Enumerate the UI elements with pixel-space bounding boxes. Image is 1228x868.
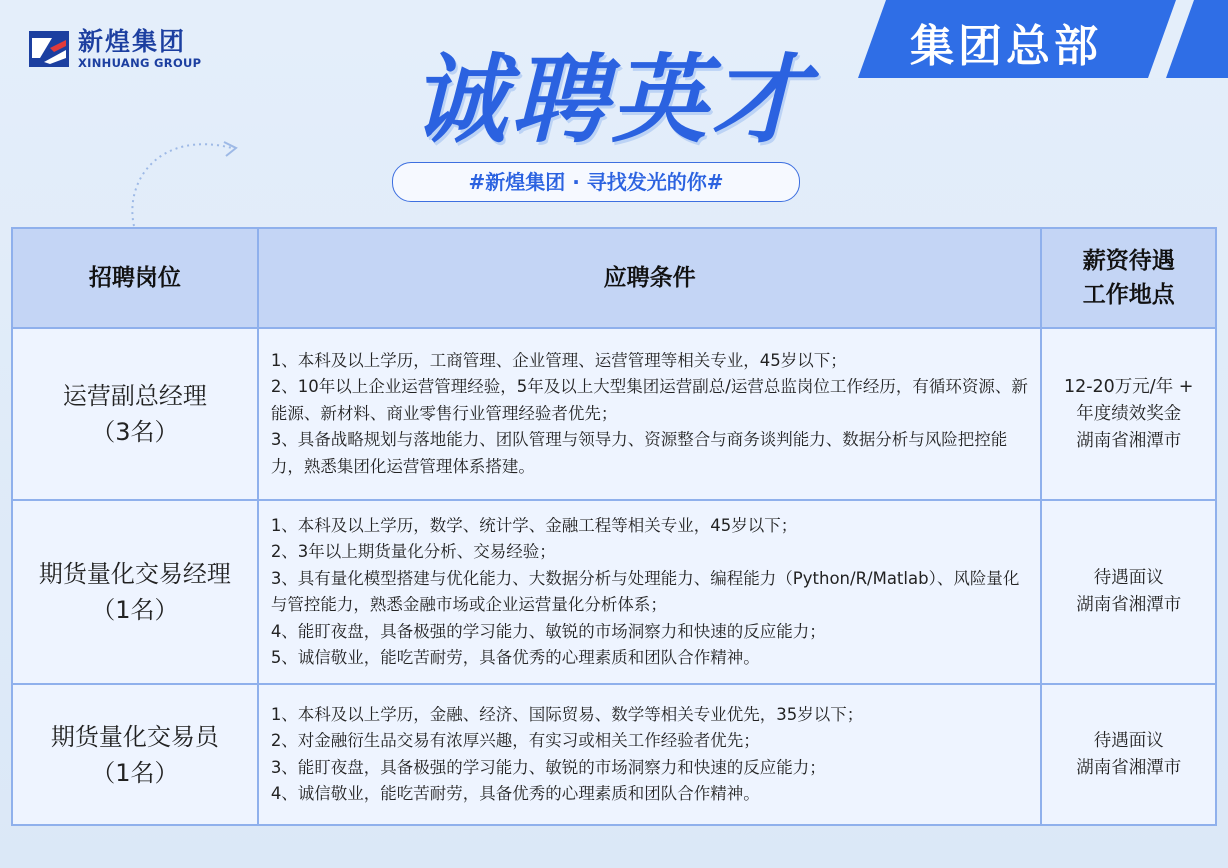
location-line: 湖南省湘潭市 bbox=[1076, 757, 1182, 778]
headquarters-label: 集团总部 bbox=[910, 21, 1102, 72]
logo-mark-icon bbox=[28, 28, 70, 70]
position-cell bbox=[12, 500, 258, 684]
requirement-item: 2、对金融衍生品交易有浓厚兴趣，有实习或相关工作经验者优先； bbox=[270, 731, 760, 750]
position-count: （1名） bbox=[91, 596, 179, 624]
company-logo bbox=[28, 28, 201, 70]
position-title: 期货量化交易经理 bbox=[38, 560, 231, 588]
header-pay: 薪资待遇 bbox=[1082, 248, 1175, 274]
logo-chinese-name: 新煌集团 bbox=[78, 26, 187, 56]
pay-line: 待遇面议 bbox=[1093, 568, 1164, 588]
requirement-item: 4、能盯夜盘，具备极强的学习能力、敏锐的市场洞察力和快速的反应能力； bbox=[270, 621, 826, 641]
table-row bbox=[12, 328, 1216, 500]
recruitment-table bbox=[11, 227, 1217, 826]
requirement-item: 3、具有量化模型搭建与优化能力、大数据分析与处理能力、编程能力（Python/R/Matlab）、风险量化与管控能力，熟悉金融市场或企业运营量化分析体系； bbox=[270, 568, 1020, 614]
table-row bbox=[12, 684, 1216, 825]
position-cell bbox=[12, 684, 258, 825]
position-count: （1名） bbox=[91, 758, 179, 787]
page-title: 诚聘英才 bbox=[411, 44, 811, 156]
tagline-pill: #新煌集团 · 寻找发光的你# bbox=[392, 162, 800, 202]
pay-location-cell bbox=[1041, 684, 1216, 825]
requirements-cell bbox=[258, 328, 1042, 500]
requirement-item: 3、能盯夜盘，具备极强的学习能力、敏锐的市场洞察力和快速的反应能力； bbox=[270, 757, 826, 777]
requirement-item: 3、具备战略规划与落地能力、团队管理与领导力、资源整合与商务谈判能力、数据分析与风险把控能力，熟悉集团化运营管理体系搭建。 bbox=[270, 430, 1008, 476]
position-title: 期货量化交易员 bbox=[50, 722, 219, 751]
pay-line: 待遇面议 bbox=[1093, 730, 1164, 751]
requirement-item: 1、本科及以上学历，工商管理、企业管理、运营管理等相关专业，45岁以下； bbox=[270, 350, 847, 370]
logo-english-name: XINHUANG GROUP bbox=[78, 55, 202, 70]
table-row bbox=[12, 500, 1216, 684]
header-location: 工作地点 bbox=[1082, 282, 1175, 308]
requirement-item: 1、本科及以上学历，数学、统计学、金融工程等相关专业，45岁以下； bbox=[270, 515, 798, 535]
headquarters-badge bbox=[858, 0, 1228, 78]
header-requirements: 应聘条件 bbox=[258, 228, 1042, 328]
requirement-item: 5、诚信敬业，能吃苦耐劳，具备优秀的心理素质和团队合作精神。 bbox=[270, 648, 760, 667]
dotted-arrow-icon bbox=[120, 130, 250, 230]
position-cell bbox=[12, 328, 258, 500]
pay-location-cell bbox=[1041, 500, 1216, 684]
header-position: 招聘岗位 bbox=[12, 228, 258, 328]
pay-location-cell bbox=[1041, 328, 1216, 500]
header-pay-location bbox=[1041, 228, 1216, 328]
requirement-item: 1、本科及以上学历，金融、经济、国际贸易、数学等相关专业优先，35岁以下； bbox=[270, 704, 864, 724]
location-line: 湖南省湘潭市 bbox=[1076, 595, 1182, 615]
position-count: （3名） bbox=[91, 418, 179, 446]
requirement-item: 2、3年以上期货量化分析、交易经验； bbox=[270, 542, 556, 561]
pay-line: 年度绩效奖金 bbox=[1076, 403, 1182, 424]
table-header-row bbox=[12, 228, 1216, 328]
requirements-cell bbox=[258, 500, 1042, 684]
position-title: 运营副总经理 bbox=[62, 382, 207, 410]
pay-line: 12-20万元/年 + bbox=[1063, 376, 1194, 397]
requirements-cell bbox=[258, 684, 1042, 825]
requirement-item: 2、10年以上企业运营管理经验，5年及以上大型集团运营副总/运营总监岗位工作经历，有循环资源、新能源、新材料、商业零售行业管理经验者优先； bbox=[270, 377, 1028, 423]
location-line: 湖南省湘潭市 bbox=[1076, 430, 1182, 451]
requirement-item: 4、诚信敬业，能吃苦耐劳，具备优秀的心理素质和团队合作精神。 bbox=[270, 784, 760, 803]
